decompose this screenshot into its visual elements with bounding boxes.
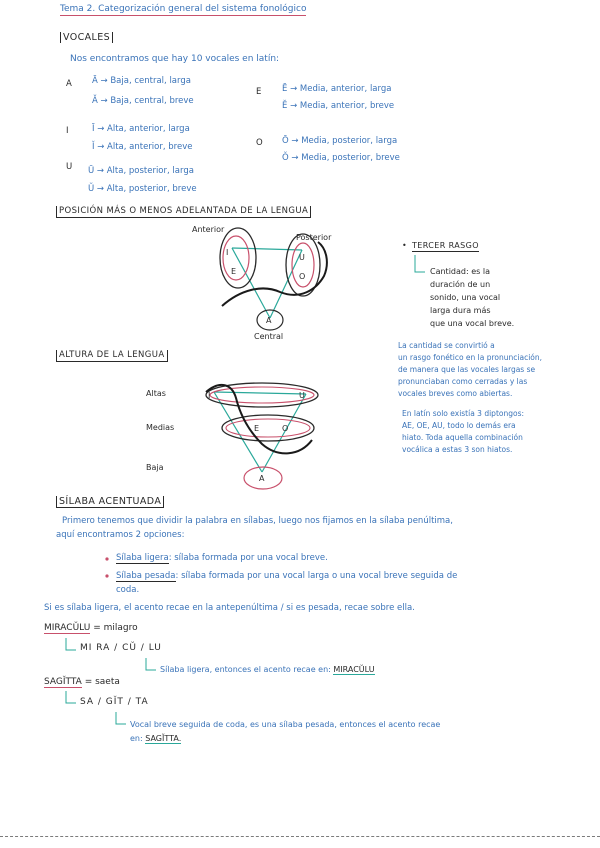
vocales-intro: Nos encontramos que hay 10 vocales en latín: <box>70 54 280 64</box>
ligera-definition <box>116 553 328 564</box>
diagram1-vowel-o: O <box>299 272 306 281</box>
section-heading-vocales: VOCALES <box>60 32 113 43</box>
page-title: Tema 2. Categorización general del sistema fonológico <box>60 4 307 14</box>
vowel-i-long: Ī → Alta, anterior, larga <box>92 124 190 134</box>
tercer-rasgo-line-5: que una vocal breve. <box>430 319 515 328</box>
example2-result: SAGĬTTA. <box>145 734 182 743</box>
vowel-letter-e: E <box>256 87 262 97</box>
vowel-letter-i: I <box>66 126 69 136</box>
vowel-e-short: Ĕ → Media, anterior, breve <box>282 101 395 111</box>
diagram2-vowel-o: O <box>282 424 289 433</box>
note-diptongos-3: hiato. Toda aquella combinación <box>402 433 523 442</box>
label-anterior: Anterior <box>192 225 225 234</box>
label-baja: Baja <box>146 463 164 472</box>
section-heading-silaba: SÍLABA ACENTUADA <box>56 496 164 508</box>
silaba-intro-1: Primero tenemos que dividir la palabra en sílabas, luego nos fijamos en la sílaba penúltima, <box>62 516 453 526</box>
diagram2-vowel-a: A <box>259 474 265 483</box>
example1-gloss: = milagro <box>93 623 138 633</box>
vowel-a-short: Ă → Baja, central, breve <box>92 96 194 106</box>
example1 <box>44 623 138 634</box>
pesada-term: Sílaba pesada <box>116 571 176 581</box>
section-heading-altura: ALTURA DE LA LENGUA <box>56 350 168 362</box>
label-posterior: Posterior <box>296 233 332 242</box>
note-cantidad-3: de manera que las vocales largas se <box>398 365 536 374</box>
note-cantidad-2: un rasgo fonético en la pronunciación, <box>398 353 543 362</box>
pesada-def-2: coda. <box>116 585 140 595</box>
note-diptongos-4: vocálica a estas 3 son hiatos. <box>402 445 513 454</box>
vowel-a-long: Ā → Baja, central, larga <box>92 76 191 86</box>
ligera-def: : sílaba formada por una vocal breve. <box>168 553 328 563</box>
label-central: Central <box>254 332 284 341</box>
label-medias: Medias <box>146 423 175 432</box>
tercer-rasgo-line-4: larga dura más <box>430 306 491 315</box>
tercer-rasgo-line-2: duración de un <box>430 280 491 289</box>
diagram2-vowel-u: U <box>299 391 305 400</box>
vowel-u-short: Ŭ → Alta, posterior, breve <box>88 184 197 194</box>
diagram1-vowel-u: U <box>299 253 305 262</box>
example2 <box>44 677 120 688</box>
tercer-rasgo-line-1: Cantidad: es la <box>430 267 490 276</box>
diagram1-vowel-i: I <box>226 248 229 257</box>
vowel-o-long: Ō → Media, posterior, larga <box>282 136 398 146</box>
vowel-o-short: Ŏ → Media, posterior, breve <box>282 153 400 163</box>
diagram1-vowel-a: A <box>266 316 272 325</box>
vowel-letter-a: A <box>66 79 72 89</box>
ligera-term: Sílaba ligera <box>116 553 169 563</box>
note-diptongos-2: AE, OE, AU, todo lo demás era <box>402 421 516 430</box>
example1-note-text: Sílaba ligera, entonces el acento recae en: <box>160 665 334 674</box>
note-diptongos-1: En latín solo existía 3 diptongos: <box>402 409 525 418</box>
diagram1-vowel-e: E <box>231 267 237 276</box>
label-altas: Altas <box>146 389 166 398</box>
bullet-dot: • <box>402 241 407 250</box>
example1-word: MIRACŬLU <box>44 623 91 633</box>
example1-split: MI RA / CŬ / LU <box>80 643 162 653</box>
vowel-letter-u: U <box>66 162 73 172</box>
vowel-letter-o: O <box>256 138 263 148</box>
vowel-u-long: Ū → Alta, posterior, larga <box>88 166 194 176</box>
vowel-e-long: Ē → Media, anterior, larga <box>282 84 392 94</box>
pesada-definition <box>116 571 457 582</box>
page-bottom-border <box>0 836 600 837</box>
diagram2-vowel-e: E <box>254 424 260 433</box>
vowel-i-short: Ĭ → Alta, anterior, breve <box>92 142 193 152</box>
note-cantidad-5: vocales breves como abiertas. <box>398 389 513 398</box>
silaba-intro-2: aquí encontramos 2 opciones: <box>56 530 185 540</box>
example2-gloss: = saeta <box>84 677 120 687</box>
example2-split: SA / GĬT / TA <box>80 697 149 707</box>
pesada-def: : sílaba formada por una vocal larga o una vocal breve seguida de <box>175 571 458 581</box>
section-heading-posicion: POSICIÓN MÁS O MENOS ADELANTADA DE LA LENGUA <box>56 206 311 218</box>
note-cantidad-4: pronunciaban como cerradas y las <box>398 377 528 386</box>
example1-note <box>160 664 375 675</box>
tercer-rasgo-line-3: sonido, una vocal <box>430 293 501 302</box>
example1-result: MIRACŬLU <box>333 665 375 674</box>
example2-word: SAGĬTTA <box>44 677 82 687</box>
tercer-rasgo-heading: TERCER RASGO <box>412 241 479 250</box>
example2-note: Vocal breve seguida de coda, es una sílaba pesada, entonces el acento recae <box>130 720 441 729</box>
note-cantidad-1: La cantidad se convirtió a <box>398 341 495 350</box>
accent-rule: Si es sílaba ligera, el acento recae en la antepenúltima / si es pesada, recae sobre ella. <box>44 603 415 613</box>
example2-note-2 <box>130 733 181 744</box>
diagram2-vowel-i: I <box>208 391 211 400</box>
example2-note-prefix: en: <box>130 734 146 743</box>
